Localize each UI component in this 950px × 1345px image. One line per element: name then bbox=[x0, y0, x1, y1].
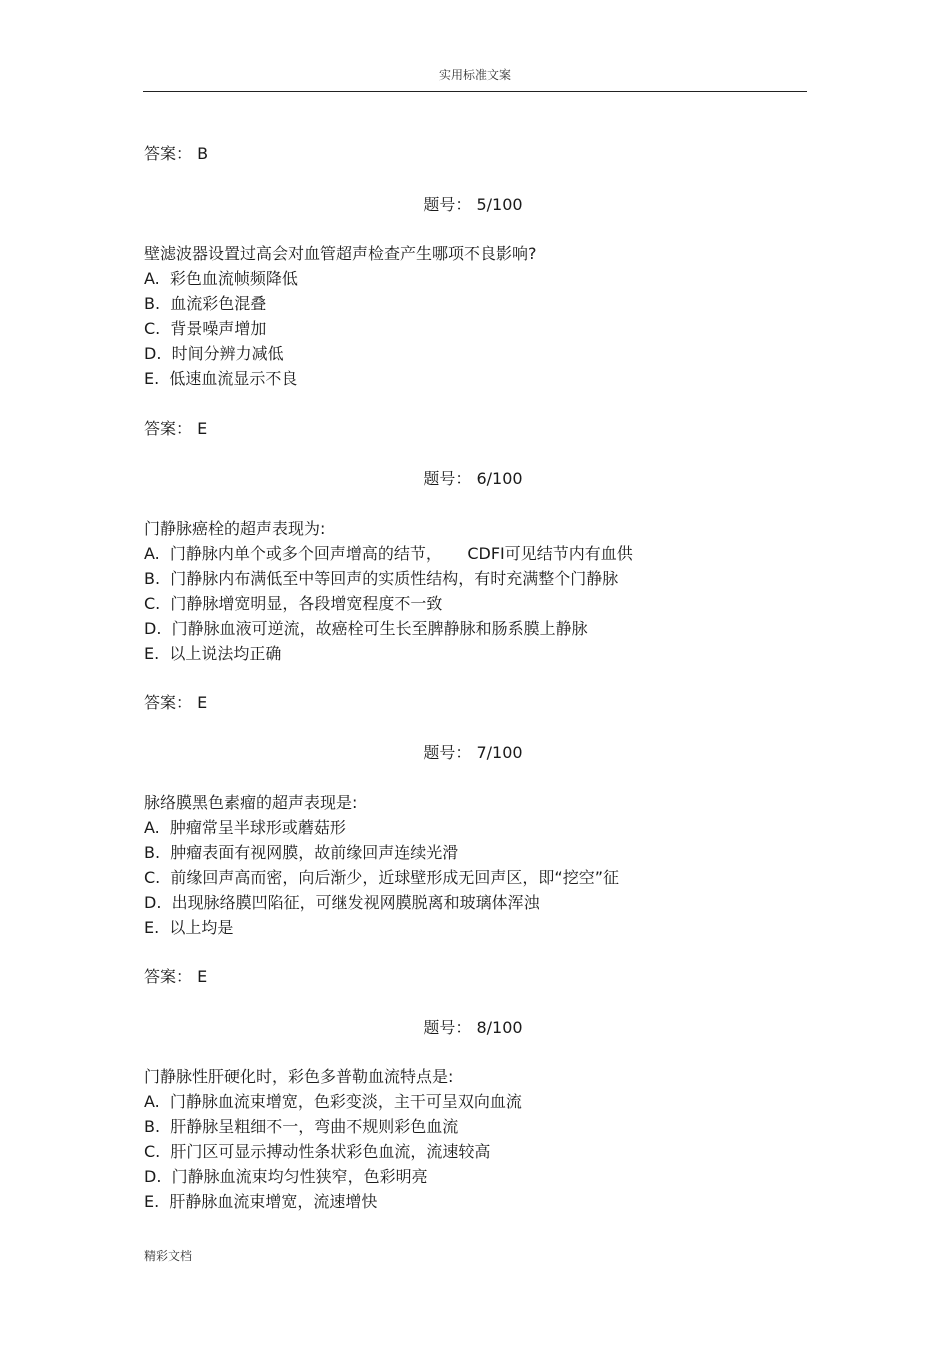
option-c: C. 背景噪声增加 bbox=[144, 319, 267, 338]
option-e: E. 以上说法均正确 bbox=[144, 644, 282, 663]
option-a: A. 门静脉血流束增宽，色彩变淡，主干可呈双向血流 bbox=[144, 1092, 522, 1111]
question-stem: 门静脉癌栓的超声表现为: bbox=[144, 519, 326, 538]
page-footer: 精彩文档 bbox=[144, 1249, 193, 1263]
question-stem: 脉络膜黑色素瘤的超声表现是: bbox=[144, 793, 358, 812]
question-number: 题号： 6/100 bbox=[423, 469, 523, 488]
option-d: D. 门静脉血流束均匀性狭窄，色彩明亮 bbox=[144, 1167, 428, 1186]
question-stem: 壁滤波器设置过高会对血管超声检查产生哪项不良影响? bbox=[144, 244, 537, 263]
option-e: E. 以上均是 bbox=[144, 918, 234, 937]
option-c: C. 前缘回声高而密，向后渐少，近球壁形成无回声区，即“挖空”征 bbox=[144, 868, 620, 887]
page-header-title: 实用标准文案 bbox=[438, 68, 511, 82]
option-e: E. 肝静脉血流束增宽，流速增快 bbox=[144, 1192, 378, 1211]
option-c: C. 肝门区可显示搏动性条状彩色血流，流速较高 bbox=[144, 1142, 491, 1161]
option-a: A. 彩色血流帧频降低 bbox=[144, 269, 298, 288]
answer-line: 答案： E bbox=[144, 693, 208, 712]
question-number: 题号： 5/100 bbox=[423, 195, 523, 214]
option-a: A. 肿瘤常呈半球形或蘑菇形 bbox=[144, 818, 346, 837]
option-b: B. 肿瘤表面有视网膜，故前缘回声连续光滑 bbox=[144, 843, 459, 862]
option-c: C. 门静脉增宽明显，各段增宽程度不一致 bbox=[144, 594, 443, 613]
option-d: D. 出现脉络膜凹陷征，可继发视网膜脱离和玻璃体浑浊 bbox=[144, 893, 540, 912]
option-b: B. 门静脉内布满低至中等回声的实质性结构，有时充满整个门静脉 bbox=[144, 569, 619, 588]
option-d: D. 时间分辨力减低 bbox=[144, 344, 284, 363]
option-b: B. 血流彩色混叠 bbox=[144, 294, 267, 313]
option-e: E. 低速血流显示不良 bbox=[144, 369, 298, 388]
option-b: B. 肝静脉呈粗细不一，弯曲不规则彩色血流 bbox=[144, 1117, 459, 1136]
option-a: A. 门静脉内单个或多个回声增高的结节， CDFI可见结节内有血供 bbox=[144, 544, 633, 563]
question-stem: 门静脉性肝硬化时，彩色多普勒血流特点是: bbox=[144, 1067, 454, 1086]
answer-line: 答案： E bbox=[144, 419, 208, 438]
answer-line: 答案： B bbox=[144, 144, 209, 163]
question-number: 题号： 7/100 bbox=[423, 743, 523, 762]
answer-line: 答案： E bbox=[144, 967, 208, 986]
option-d: D. 门静脉血液可逆流，故癌栓可生长至脾静脉和肠系膜上静脉 bbox=[144, 619, 588, 638]
question-number: 题号： 8/100 bbox=[423, 1018, 523, 1037]
header-divider bbox=[143, 91, 807, 92]
